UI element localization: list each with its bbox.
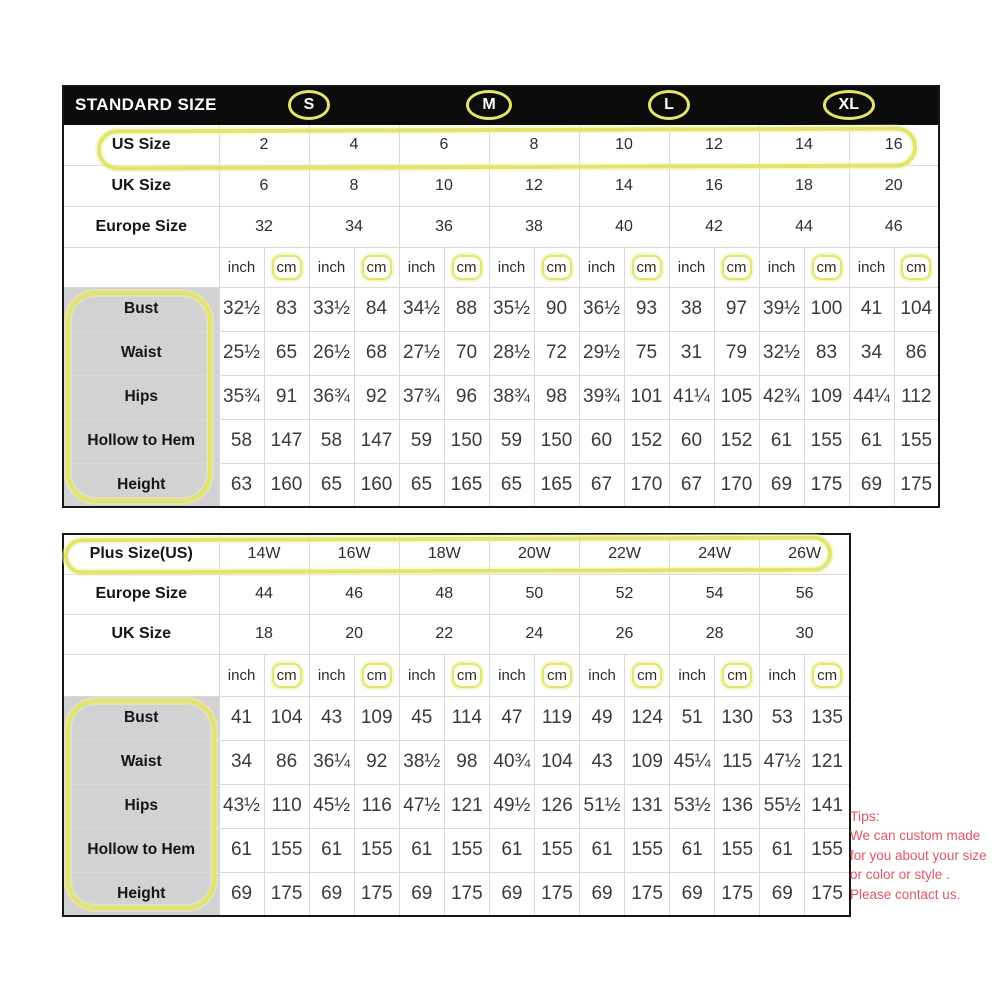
measure-value-cell: 43 [580, 740, 625, 784]
size-row-label: US Size [63, 124, 219, 165]
size-badge-xl: XL [823, 90, 875, 120]
tips-title: Tips: [850, 808, 880, 824]
measure-value-cell: 36¼ [309, 740, 354, 784]
measure-value-cell: 170 [714, 463, 759, 507]
measure-value-cell: 165 [444, 463, 489, 507]
measure-row-label: Height [63, 872, 219, 916]
cm-highlight-box: cm [452, 663, 482, 688]
size-value-cell: 18W [399, 534, 489, 574]
measure-row-label: Bust [63, 696, 219, 740]
size-row [63, 165, 939, 206]
measure-value-cell: 150 [444, 419, 489, 463]
size-value-cell: 2 [219, 124, 309, 165]
measure-value-cell: 114 [444, 696, 489, 740]
unit-inch-cell: inch [759, 247, 804, 287]
size-group-s-cell [219, 86, 399, 124]
measure-value-cell: 37¾ [399, 375, 444, 419]
measure-value-cell: 83 [264, 287, 309, 331]
measure-value-cell: 69 [580, 872, 625, 916]
tips-line: Please contact us. [850, 886, 961, 902]
measure-value-cell: 38 [669, 287, 714, 331]
measure-value-cell: 155 [354, 828, 399, 872]
measure-value-cell: 155 [444, 828, 489, 872]
unit-row [63, 247, 939, 287]
size-value-cell: 26W [760, 534, 850, 574]
size-value-cell: 26 [580, 614, 670, 654]
measure-value-cell: 175 [264, 872, 309, 916]
measure-value-cell: 69 [309, 872, 354, 916]
measure-value-cell: 61 [309, 828, 354, 872]
cm-highlight-box: cm [632, 255, 662, 280]
unit-inch-cell: inch [309, 654, 354, 696]
measure-value-cell: 152 [714, 419, 759, 463]
measure-value-cell: 105 [714, 375, 759, 419]
size-value-cell: 46 [849, 206, 939, 247]
unit-cm-cell [534, 654, 579, 696]
size-value-cell: 12 [489, 165, 579, 206]
size-value-cell: 20W [489, 534, 579, 574]
cm-highlight-box: cm [362, 663, 392, 688]
measure-value-cell: 96 [444, 375, 489, 419]
measure-value-cell: 61 [760, 828, 805, 872]
measure-row [63, 463, 939, 507]
measure-value-cell: 155 [804, 419, 849, 463]
measure-row-label: Hips [63, 784, 219, 828]
measure-value-cell: 39¾ [579, 375, 624, 419]
size-value-cell: 14W [219, 534, 309, 574]
unit-inch-cell: inch [580, 654, 625, 696]
measure-value-cell: 116 [354, 784, 399, 828]
plus-size-table [62, 533, 851, 917]
size-value-cell: 16 [669, 165, 759, 206]
measure-value-cell: 109 [804, 375, 849, 419]
measure-value-cell: 34½ [399, 287, 444, 331]
unit-inch-cell: inch [309, 247, 354, 287]
measure-value-cell: 32½ [759, 331, 804, 375]
measure-value-cell: 98 [534, 375, 579, 419]
unit-inch-cell: inch [219, 654, 264, 696]
measure-value-cell: 28½ [489, 331, 534, 375]
measure-value-cell: 42¾ [759, 375, 804, 419]
measure-row [63, 872, 850, 916]
measure-value-cell: 36½ [579, 287, 624, 331]
measure-value-cell: 70 [444, 331, 489, 375]
size-row [63, 614, 850, 654]
standard-table-body [63, 124, 939, 507]
measure-row-label: Hollow to Hem [63, 419, 219, 463]
measure-value-cell: 91 [264, 375, 309, 419]
unit-cm-cell [354, 654, 399, 696]
measure-value-cell: 79 [714, 331, 759, 375]
measure-value-cell: 31 [669, 331, 714, 375]
plus-table-body [63, 534, 850, 916]
size-value-cell: 38 [489, 206, 579, 247]
measure-value-cell: 90 [534, 287, 579, 331]
cm-highlight-box: cm [812, 663, 842, 688]
measure-value-cell: 69 [399, 872, 444, 916]
measure-value-cell: 109 [354, 696, 399, 740]
measure-value-cell: 160 [264, 463, 309, 507]
measure-value-cell: 61 [399, 828, 444, 872]
measure-value-cell: 175 [444, 872, 489, 916]
size-value-cell: 30 [760, 614, 850, 654]
size-badge-m: M [466, 90, 511, 120]
measure-value-cell: 104 [534, 740, 579, 784]
cm-highlight-box: cm [272, 663, 302, 688]
measure-row [63, 375, 939, 419]
measure-value-cell: 65 [489, 463, 534, 507]
cm-highlight-box: cm [452, 255, 482, 280]
size-value-cell: 22W [580, 534, 670, 574]
measure-row-label: Height [63, 463, 219, 507]
measure-value-cell: 61 [759, 419, 804, 463]
measure-value-cell: 109 [625, 740, 670, 784]
measure-value-cell: 121 [805, 740, 850, 784]
measure-value-cell: 34 [219, 740, 264, 784]
size-row [63, 574, 850, 614]
size-value-cell: 24W [670, 534, 760, 574]
size-value-cell: 20 [849, 165, 939, 206]
unit-inch-cell: inch [579, 247, 624, 287]
size-row [63, 534, 850, 574]
measure-value-cell: 27½ [399, 331, 444, 375]
size-group-l-cell [579, 86, 759, 124]
measure-value-cell: 38¾ [489, 375, 534, 419]
measure-value-cell: 45¼ [670, 740, 715, 784]
measure-value-cell: 41 [849, 287, 894, 331]
size-row-label: UK Size [63, 614, 219, 654]
unit-inch-cell: inch [399, 247, 444, 287]
measure-value-cell: 124 [625, 696, 670, 740]
measure-value-cell: 141 [805, 784, 850, 828]
measure-value-cell: 86 [894, 331, 939, 375]
measure-value-cell: 93 [624, 287, 669, 331]
measure-value-cell: 92 [354, 740, 399, 784]
size-row-label: Europe Size [63, 574, 219, 614]
plus-size-table-section [62, 533, 851, 917]
size-value-cell: 56 [760, 574, 850, 614]
cm-highlight-box: cm [632, 663, 662, 688]
size-value-cell: 8 [489, 124, 579, 165]
measure-value-cell: 175 [804, 463, 849, 507]
measure-value-cell: 155 [715, 828, 760, 872]
measure-value-cell: 47 [489, 696, 534, 740]
measure-value-cell: 55½ [760, 784, 805, 828]
measure-value-cell: 65 [309, 463, 354, 507]
measure-value-cell: 29½ [579, 331, 624, 375]
measure-value-cell: 72 [534, 331, 579, 375]
measure-value-cell: 155 [264, 828, 309, 872]
measure-value-cell: 58 [309, 419, 354, 463]
unit-cm-cell [264, 654, 309, 696]
measure-value-cell: 67 [669, 463, 714, 507]
unit-row [63, 654, 850, 696]
size-value-cell: 14 [579, 165, 669, 206]
measure-row [63, 784, 850, 828]
measure-value-cell: 61 [670, 828, 715, 872]
measure-value-cell: 131 [625, 784, 670, 828]
measure-value-cell: 98 [444, 740, 489, 784]
measure-value-cell: 110 [264, 784, 309, 828]
size-badge-l: L [648, 90, 690, 120]
measure-value-cell: 41¼ [669, 375, 714, 419]
unit-inch-cell: inch [489, 654, 534, 696]
measure-value-cell: 112 [894, 375, 939, 419]
measure-value-cell: 175 [354, 872, 399, 916]
unit-cm-cell [625, 654, 670, 696]
measure-value-cell: 49 [580, 696, 625, 740]
measure-row [63, 331, 939, 375]
measure-value-cell: 40¾ [489, 740, 534, 784]
size-value-cell: 8 [309, 165, 399, 206]
measure-value-cell: 147 [264, 419, 309, 463]
size-value-cell: 46 [309, 574, 399, 614]
cm-highlight-box: cm [362, 255, 392, 280]
unit-inch-cell: inch [760, 654, 805, 696]
measure-value-cell: 67 [579, 463, 624, 507]
measure-value-cell: 51 [670, 696, 715, 740]
measure-row [63, 696, 850, 740]
measure-value-cell: 69 [489, 872, 534, 916]
measure-value-cell: 26½ [309, 331, 354, 375]
unit-cm-cell [894, 247, 939, 287]
measure-value-cell: 86 [264, 740, 309, 784]
measure-value-cell: 60 [579, 419, 624, 463]
measure-value-cell: 38½ [399, 740, 444, 784]
measure-value-cell: 45½ [309, 784, 354, 828]
size-value-cell: 42 [669, 206, 759, 247]
measure-value-cell: 84 [354, 287, 399, 331]
measure-value-cell: 65 [399, 463, 444, 507]
measure-row-label: Hollow to Hem [63, 828, 219, 872]
measure-value-cell: 53½ [670, 784, 715, 828]
size-value-cell: 16W [309, 534, 399, 574]
tips-note [850, 806, 987, 905]
measure-value-cell: 175 [625, 872, 670, 916]
measure-row-label: Waist [63, 331, 219, 375]
measure-value-cell: 155 [805, 828, 850, 872]
cm-highlight-box: cm [812, 255, 842, 280]
size-value-cell: 10 [399, 165, 489, 206]
size-value-cell: 18 [759, 165, 849, 206]
measure-value-cell: 104 [894, 287, 939, 331]
measure-value-cell: 170 [624, 463, 669, 507]
measure-value-cell: 35¾ [219, 375, 264, 419]
measure-value-cell: 130 [715, 696, 760, 740]
size-value-cell: 24 [489, 614, 579, 654]
measure-value-cell: 65 [264, 331, 309, 375]
size-value-cell: 22 [399, 614, 489, 654]
measure-value-cell: 136 [715, 784, 760, 828]
tips-line: We can custom made [850, 828, 981, 844]
unit-cm-cell [264, 247, 309, 287]
size-row-label: Plus Size(US) [63, 534, 219, 574]
size-value-cell: 4 [309, 124, 399, 165]
unit-cm-cell [354, 247, 399, 287]
cm-highlight-box: cm [542, 663, 572, 688]
standard-size-title: STANDARD SIZE [63, 86, 219, 124]
size-value-cell: 6 [399, 124, 489, 165]
unit-cm-cell [714, 247, 759, 287]
measure-value-cell: 175 [715, 872, 760, 916]
measure-value-cell: 32½ [219, 287, 264, 331]
cm-highlight-box: cm [542, 255, 572, 280]
measure-value-cell: 36¾ [309, 375, 354, 419]
measure-value-cell: 44¼ [849, 375, 894, 419]
standard-size-table-section [62, 85, 940, 508]
size-value-cell: 54 [670, 574, 760, 614]
measure-value-cell: 121 [444, 784, 489, 828]
size-value-cell: 32 [219, 206, 309, 247]
unit-cm-cell [715, 654, 760, 696]
unit-inch-cell: inch [669, 247, 714, 287]
size-value-cell: 28 [670, 614, 760, 654]
measure-value-cell: 175 [534, 872, 579, 916]
measure-value-cell: 75 [624, 331, 669, 375]
measure-row-label: Bust [63, 287, 219, 331]
size-value-cell: 10 [579, 124, 669, 165]
unit-cm-cell [534, 247, 579, 287]
measure-value-cell: 33½ [309, 287, 354, 331]
measure-value-cell: 175 [894, 463, 939, 507]
unit-cm-cell [444, 654, 489, 696]
measure-value-cell: 51½ [580, 784, 625, 828]
size-value-cell: 50 [489, 574, 579, 614]
unit-inch-cell: inch [399, 654, 444, 696]
measure-value-cell: 83 [804, 331, 849, 375]
measure-value-cell: 69 [759, 463, 804, 507]
size-row [63, 124, 939, 165]
measure-value-cell: 34 [849, 331, 894, 375]
tips-line: for you about your size [850, 847, 987, 863]
measure-value-cell: 47½ [760, 740, 805, 784]
measure-value-cell: 135 [805, 696, 850, 740]
standard-header-row [63, 86, 939, 124]
measure-value-cell: 160 [354, 463, 399, 507]
measure-value-cell: 69 [849, 463, 894, 507]
size-row [63, 206, 939, 247]
measure-value-cell: 150 [534, 419, 579, 463]
measure-value-cell: 60 [669, 419, 714, 463]
cm-highlight-box: cm [272, 255, 302, 280]
measure-row-label: Hips [63, 375, 219, 419]
size-value-cell: 20 [309, 614, 399, 654]
measure-value-cell: 152 [624, 419, 669, 463]
measure-value-cell: 115 [715, 740, 760, 784]
measure-value-cell: 49½ [489, 784, 534, 828]
standard-header-bar [63, 86, 939, 124]
measure-value-cell: 47½ [399, 784, 444, 828]
measure-value-cell: 59 [489, 419, 534, 463]
size-group-xl-cell [759, 86, 939, 124]
measure-value-cell: 63 [219, 463, 264, 507]
cm-highlight-box: cm [722, 663, 752, 688]
unit-cm-cell [624, 247, 669, 287]
size-value-cell: 34 [309, 206, 399, 247]
measure-value-cell: 88 [444, 287, 489, 331]
measure-value-cell: 43½ [219, 784, 264, 828]
measure-row [63, 828, 850, 872]
measure-value-cell: 43 [309, 696, 354, 740]
tips-line: or color or style . [850, 867, 950, 883]
measure-value-cell: 155 [894, 419, 939, 463]
measure-value-cell: 100 [804, 287, 849, 331]
measure-value-cell: 61 [580, 828, 625, 872]
unit-row-label [63, 654, 219, 696]
measure-value-cell: 68 [354, 331, 399, 375]
size-value-cell: 18 [219, 614, 309, 654]
measure-row-label: Waist [63, 740, 219, 784]
measure-value-cell: 45 [399, 696, 444, 740]
size-value-cell: 6 [219, 165, 309, 206]
measure-value-cell: 61 [219, 828, 264, 872]
measure-value-cell: 25½ [219, 331, 264, 375]
measure-value-cell: 69 [219, 872, 264, 916]
unit-row-label [63, 247, 219, 287]
measure-row [63, 419, 939, 463]
size-group-m-cell [399, 86, 579, 124]
unit-cm-cell [805, 654, 850, 696]
measure-value-cell: 69 [760, 872, 805, 916]
measure-value-cell: 69 [670, 872, 715, 916]
unit-inch-cell: inch [849, 247, 894, 287]
measure-row [63, 287, 939, 331]
size-value-cell: 16 [849, 124, 939, 165]
measure-value-cell: 119 [534, 696, 579, 740]
size-value-cell: 44 [759, 206, 849, 247]
cm-highlight-box: cm [901, 255, 931, 280]
size-value-cell: 40 [579, 206, 669, 247]
measure-value-cell: 165 [534, 463, 579, 507]
cm-highlight-box: cm [722, 255, 752, 280]
measure-value-cell: 126 [534, 784, 579, 828]
measure-value-cell: 58 [219, 419, 264, 463]
unit-cm-cell [804, 247, 849, 287]
unit-inch-cell: inch [489, 247, 534, 287]
standard-size-table [62, 85, 940, 508]
unit-inch-cell: inch [670, 654, 715, 696]
measure-value-cell: 61 [849, 419, 894, 463]
measure-value-cell: 59 [399, 419, 444, 463]
size-value-cell: 36 [399, 206, 489, 247]
size-value-cell: 44 [219, 574, 309, 614]
measure-value-cell: 41 [219, 696, 264, 740]
size-value-cell: 52 [580, 574, 670, 614]
unit-inch-cell: inch [219, 247, 264, 287]
measure-value-cell: 39½ [759, 287, 804, 331]
measure-value-cell: 175 [805, 872, 850, 916]
measure-value-cell: 155 [534, 828, 579, 872]
measure-value-cell: 97 [714, 287, 759, 331]
measure-value-cell: 53 [760, 696, 805, 740]
size-value-cell: 12 [669, 124, 759, 165]
measure-row [63, 740, 850, 784]
size-row-label: Europe Size [63, 206, 219, 247]
measure-value-cell: 147 [354, 419, 399, 463]
measure-value-cell: 92 [354, 375, 399, 419]
size-badge-s: S [288, 90, 331, 120]
measure-value-cell: 155 [625, 828, 670, 872]
measure-value-cell: 35½ [489, 287, 534, 331]
measure-value-cell: 104 [264, 696, 309, 740]
measure-value-cell: 61 [489, 828, 534, 872]
measure-value-cell: 101 [624, 375, 669, 419]
size-value-cell: 48 [399, 574, 489, 614]
size-value-cell: 14 [759, 124, 849, 165]
size-row-label: UK Size [63, 165, 219, 206]
unit-cm-cell [444, 247, 489, 287]
